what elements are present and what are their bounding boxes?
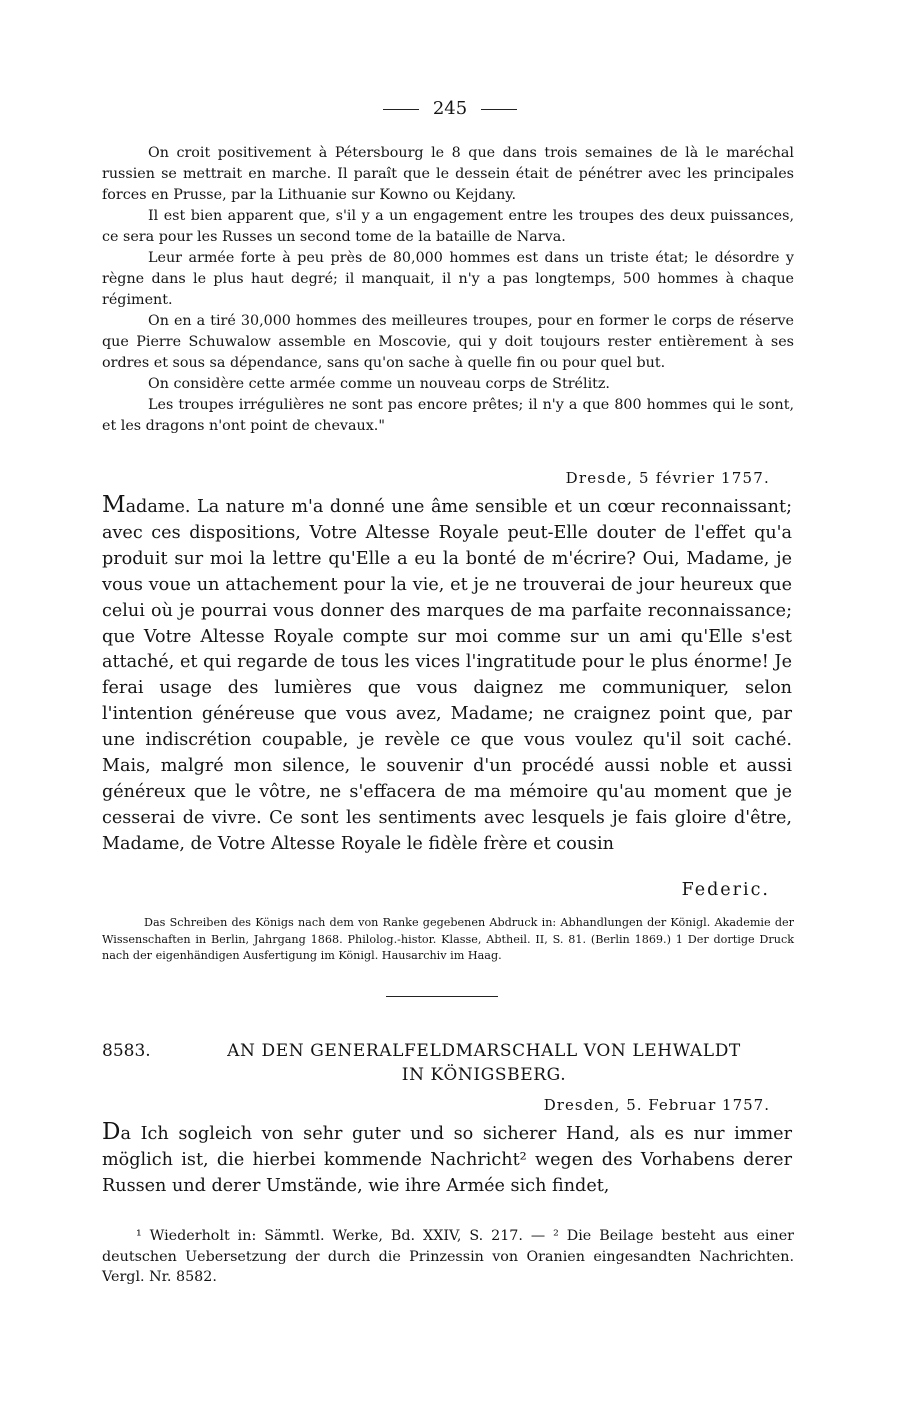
dispatch-paragraph: Il est bien apparent que, s'il y a un engagement entre les troupes des deux puissances, ce sera pour les Russes un second tome de la bataille de Narva. xyxy=(102,208,794,245)
dash-left xyxy=(383,109,419,110)
letter-2-heading-line1: AN DEN GENERALFELDMARSCHALL VON LEHWALDT xyxy=(227,1041,741,1061)
letter-1-text: adame. La nature m'a donné une âme sensible et un cœur reconnaissant; avec ces dispositions, Votre Altesse Royale peut-Elle douter de l'effet qu'a produit sur moi la lettre qu'Elle a eu la bonté de m'écrire? Oui, Madame, je vous voue un attachement pour la vie, et je ne trouverai de jour heureux que celui où je pourrai vous donner des marques de ma parfaite reconnaissance; que Votre Altesse Royale compte sur moi comme sur un ami qu'Elle s'est attaché, et qui regarde de tous les vices l'ingratitude pour le plus énorme! Je ferai usage des lumières que vous daignez me communiquer, selon l'intention généreuse que vous avez, Madame; ne craignez point que, par une indiscrétion coupable, je revèle ce que vous voulez qu'il soit caché. Mais, malgré mon silence, le souvenir d'un procédé aussi noble et aussi généreux que le vôtre, ne s'effacera de ma mémoire qu'au moment que je cesserai de vivre. Ce sont les sentiments avec lesquels je fais gloire d'être, Madame, de Votre Altesse Royale le fidèle frère et cousin xyxy=(102,497,792,854)
source-note-text: Das Schreiben des Königs nach dem von Ranke gegebenen Abdruck in: Abhandlungen der Königl. Akademie der Wissenschaften in Berlin, Jahrgang 1868. Philolog.-histor. Klasse, Abtheil. II, S. 81. (Berlin 1869.) 1 Der dortige Druck nach der eigenhändigen Ausfertigung im Königl. Hausarchiv im Haag. xyxy=(102,916,794,962)
letter-2-dateline: Dresden, 5. Februar 1757. xyxy=(543,1096,770,1114)
dispatch-excerpt xyxy=(102,143,794,437)
letter-2-number: 8583. xyxy=(102,1041,151,1061)
letter-2-heading-line2: IN KÖNIGSBERG. xyxy=(401,1065,567,1085)
letter-1-dropcap: M xyxy=(102,492,126,518)
footnotes-text: ¹ Wiederholt in: Sämmtl. Werke, Bd. XXIV, S. 217. — ² Die Beilage besteht aus einer deutschen Uebersetzung der durch die Prinzessin von Oranien eingesandten Nachrichten. Vergl. Nr. 8582. xyxy=(102,1228,794,1285)
dispatch-paragraph: On en a tiré 30,000 hommes des meilleures troupes, pour en former le corps de réserve que Pierre Schuwalow assemble en Moscovie, qui y doit toujours rester entièrement à ses ordres et sous sa dépendance, sans qu'on sache à quelle fin ou pour quel but. xyxy=(102,313,794,371)
letter-2-text: a Ich sogleich von sehr guter und so sicherer Hand, als es nur immer möglich ist, die hierbei kommende Nachricht² wegen des Vorhabens derer Russen und derer Umstände, wie ihre Armée sich findet, xyxy=(102,1124,792,1196)
dispatch-paragraph: Leur armée forte à peu près de 80,000 hommes est dans un triste état; le désordre y règne dans le plus haut degré; il manquait, il n'y a pas longtemps, 500 hommes à chaque régiment. xyxy=(102,250,794,308)
page-number xyxy=(0,98,900,119)
letter-1-body xyxy=(102,493,792,858)
page-number-text: 245 xyxy=(432,98,468,119)
dispatch-paragraph: On considère cette armée comme un nouveau corps de Strélitz. xyxy=(148,376,610,392)
dash-right xyxy=(481,109,517,110)
letter-1-source-note xyxy=(102,915,794,965)
section-divider xyxy=(386,996,498,997)
letter-2-body xyxy=(102,1120,792,1200)
letter-1-dateline: Dresde, 5 février 1757. xyxy=(565,469,770,487)
letter-1-signature: Federic. xyxy=(681,880,770,900)
letter-2-dropcap: D xyxy=(102,1119,121,1145)
dispatch-paragraph: Les troupes irrégulières ne sont pas encore prêtes; il n'y a que 800 hommes qui le sont, et les dragons n'ont point de chevaux." xyxy=(102,397,794,434)
footnotes xyxy=(102,1226,794,1288)
dispatch-paragraph: On croit positivement à Pétersbourg le 8 que dans trois semaines de là le maréchal russien se mettrait en marche. Il paraît que le dessein était de pénétrer avec les principales forces en Prusse, par la Lithuanie sur Kowno ou Kejdany. xyxy=(102,145,794,203)
